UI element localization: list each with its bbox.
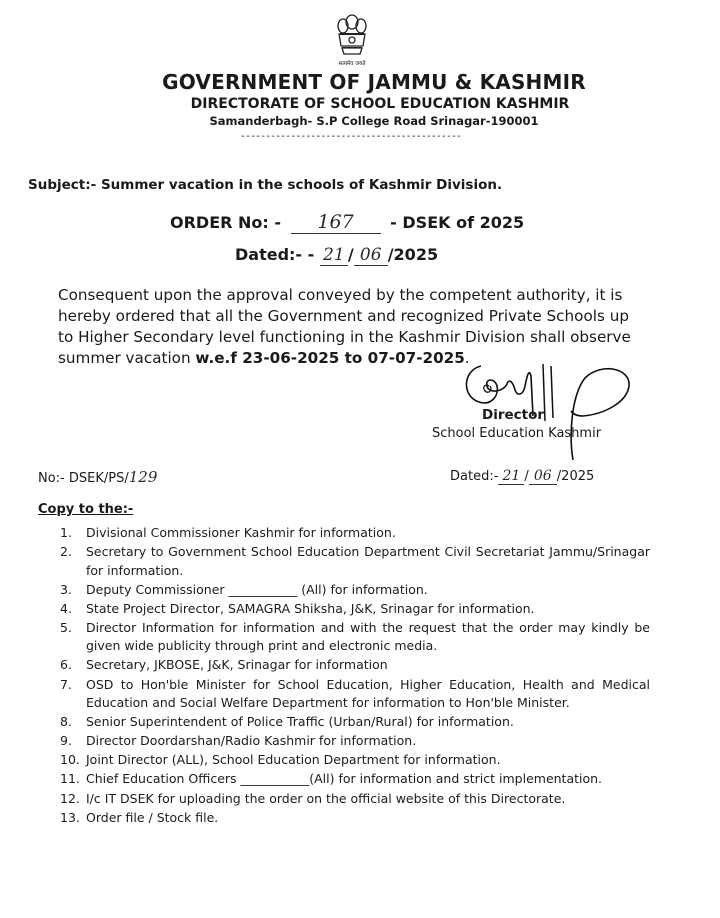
- list-item: 10. Joint Director (ALL), School Education Department for information.: [60, 752, 501, 768]
- list-item: 2. Secretary to Government School Education Department Civil Secretariat Jammu/Srinagar for information.: [60, 544, 650, 578]
- order-body: Consequent upon the approval conveyed by the competent authority, it is hereby ordered that all the Government and recognized Private Schools up to Higher Secondary level functioning in the Kashmir Division shall observe summer vacation w.e.f 23-06-2025 to 07-07-2025.: [58, 286, 631, 367]
- list-item: 4. State Project Director, SAMAGRA Shiksha, J&K, Srinagar for information.: [60, 600, 535, 616]
- order-body-text: Consequent upon the approval conveyed by the competent authority, it is hereby ordered that all the Government and recognized Private Schools up to Higher Secondary level functioning in the Kashmir Division shall observe summer vacation: [58, 286, 631, 367]
- list-item: 6. Secretary, JKBOSE, J&K, Srinagar for information: [60, 657, 388, 673]
- subject-line: Subject:- Summer vacation in the schools of Kashmir Division.: [28, 177, 503, 193]
- order-number-handwritten: 167: [291, 211, 381, 234]
- government-title: GOVERNMENT OF JAMMU & KASHMIR: [162, 70, 586, 94]
- order-number-line: [170, 211, 524, 234]
- order-day-handwritten: 21: [320, 245, 348, 266]
- list-item: 11. Chief Education Officers ___________(All) for information and strict implementation.: [60, 771, 603, 787]
- reference-number-handwritten: 129: [128, 468, 158, 486]
- signatory-title: Director: [482, 407, 545, 423]
- reference-date: Dated:- 21 / 06 /2025: [450, 468, 595, 484]
- list-item: 7. OSD to Hon'ble Minister for School Education, Higher Education, Health and Medical Education and Social Welfare Department for information to Hon'ble Minister.: [60, 676, 650, 711]
- emblem-motto: सत्यमेव जयते: [338, 61, 366, 67]
- list-item: 8. Senior Superintendent of Police Traffic (Urban/Rural) for information.: [60, 714, 514, 730]
- vacation-dates: w.e.f 23-06-2025 to 07-07-2025: [195, 349, 465, 367]
- list-item: 1. Divisional Commissioner Kashmir for information.: [60, 525, 396, 540]
- reference-number: No:- DSEK/PS/129: [38, 468, 158, 486]
- directorate-address: Samanderbagh- S.P College Road Srinagar-190001: [209, 114, 539, 128]
- list-item: 9. Director Doordarshan/Radio Kashmir for information.: [60, 733, 417, 749]
- order-month-handwritten: 06: [354, 245, 388, 266]
- signatory-office: School Education Kashmir: [432, 426, 602, 441]
- copy-to-list: [60, 524, 650, 828]
- header-divider: --------------------------------------------: [240, 131, 461, 142]
- list-item: 13. Order file / Stock file.: [60, 809, 219, 825]
- list-item: 3. Deputy Commissioner ___________ (All) for information.: [60, 581, 428, 597]
- directorate-title: DIRECTORATE OF SCHOOL EDUCATION KASHMIR: [190, 96, 570, 112]
- list-item: 5. Director Information for information and with the request that the order may kindly be given wide publicity through print and electronic media.: [60, 619, 650, 654]
- state-emblem-icon: [330, 12, 374, 70]
- list-item: 12. I/c IT DSEK for uploading the order on the official website of this Directorate.: [60, 790, 566, 806]
- copy-to-heading: Copy to the:-: [38, 502, 134, 517]
- order-prefix: ORDER No: -: [170, 213, 282, 232]
- order-year: /2025: [387, 245, 439, 264]
- order-dated-prefix: Dated:-: [235, 245, 303, 264]
- order-suffix: - DSEK of 2025: [390, 213, 525, 232]
- reference-month-handwritten: 06: [529, 468, 557, 485]
- reference-day-handwritten: 21: [498, 468, 524, 485]
- order-date-line: Dated:- - 21 / 06 /2025: [235, 245, 439, 265]
